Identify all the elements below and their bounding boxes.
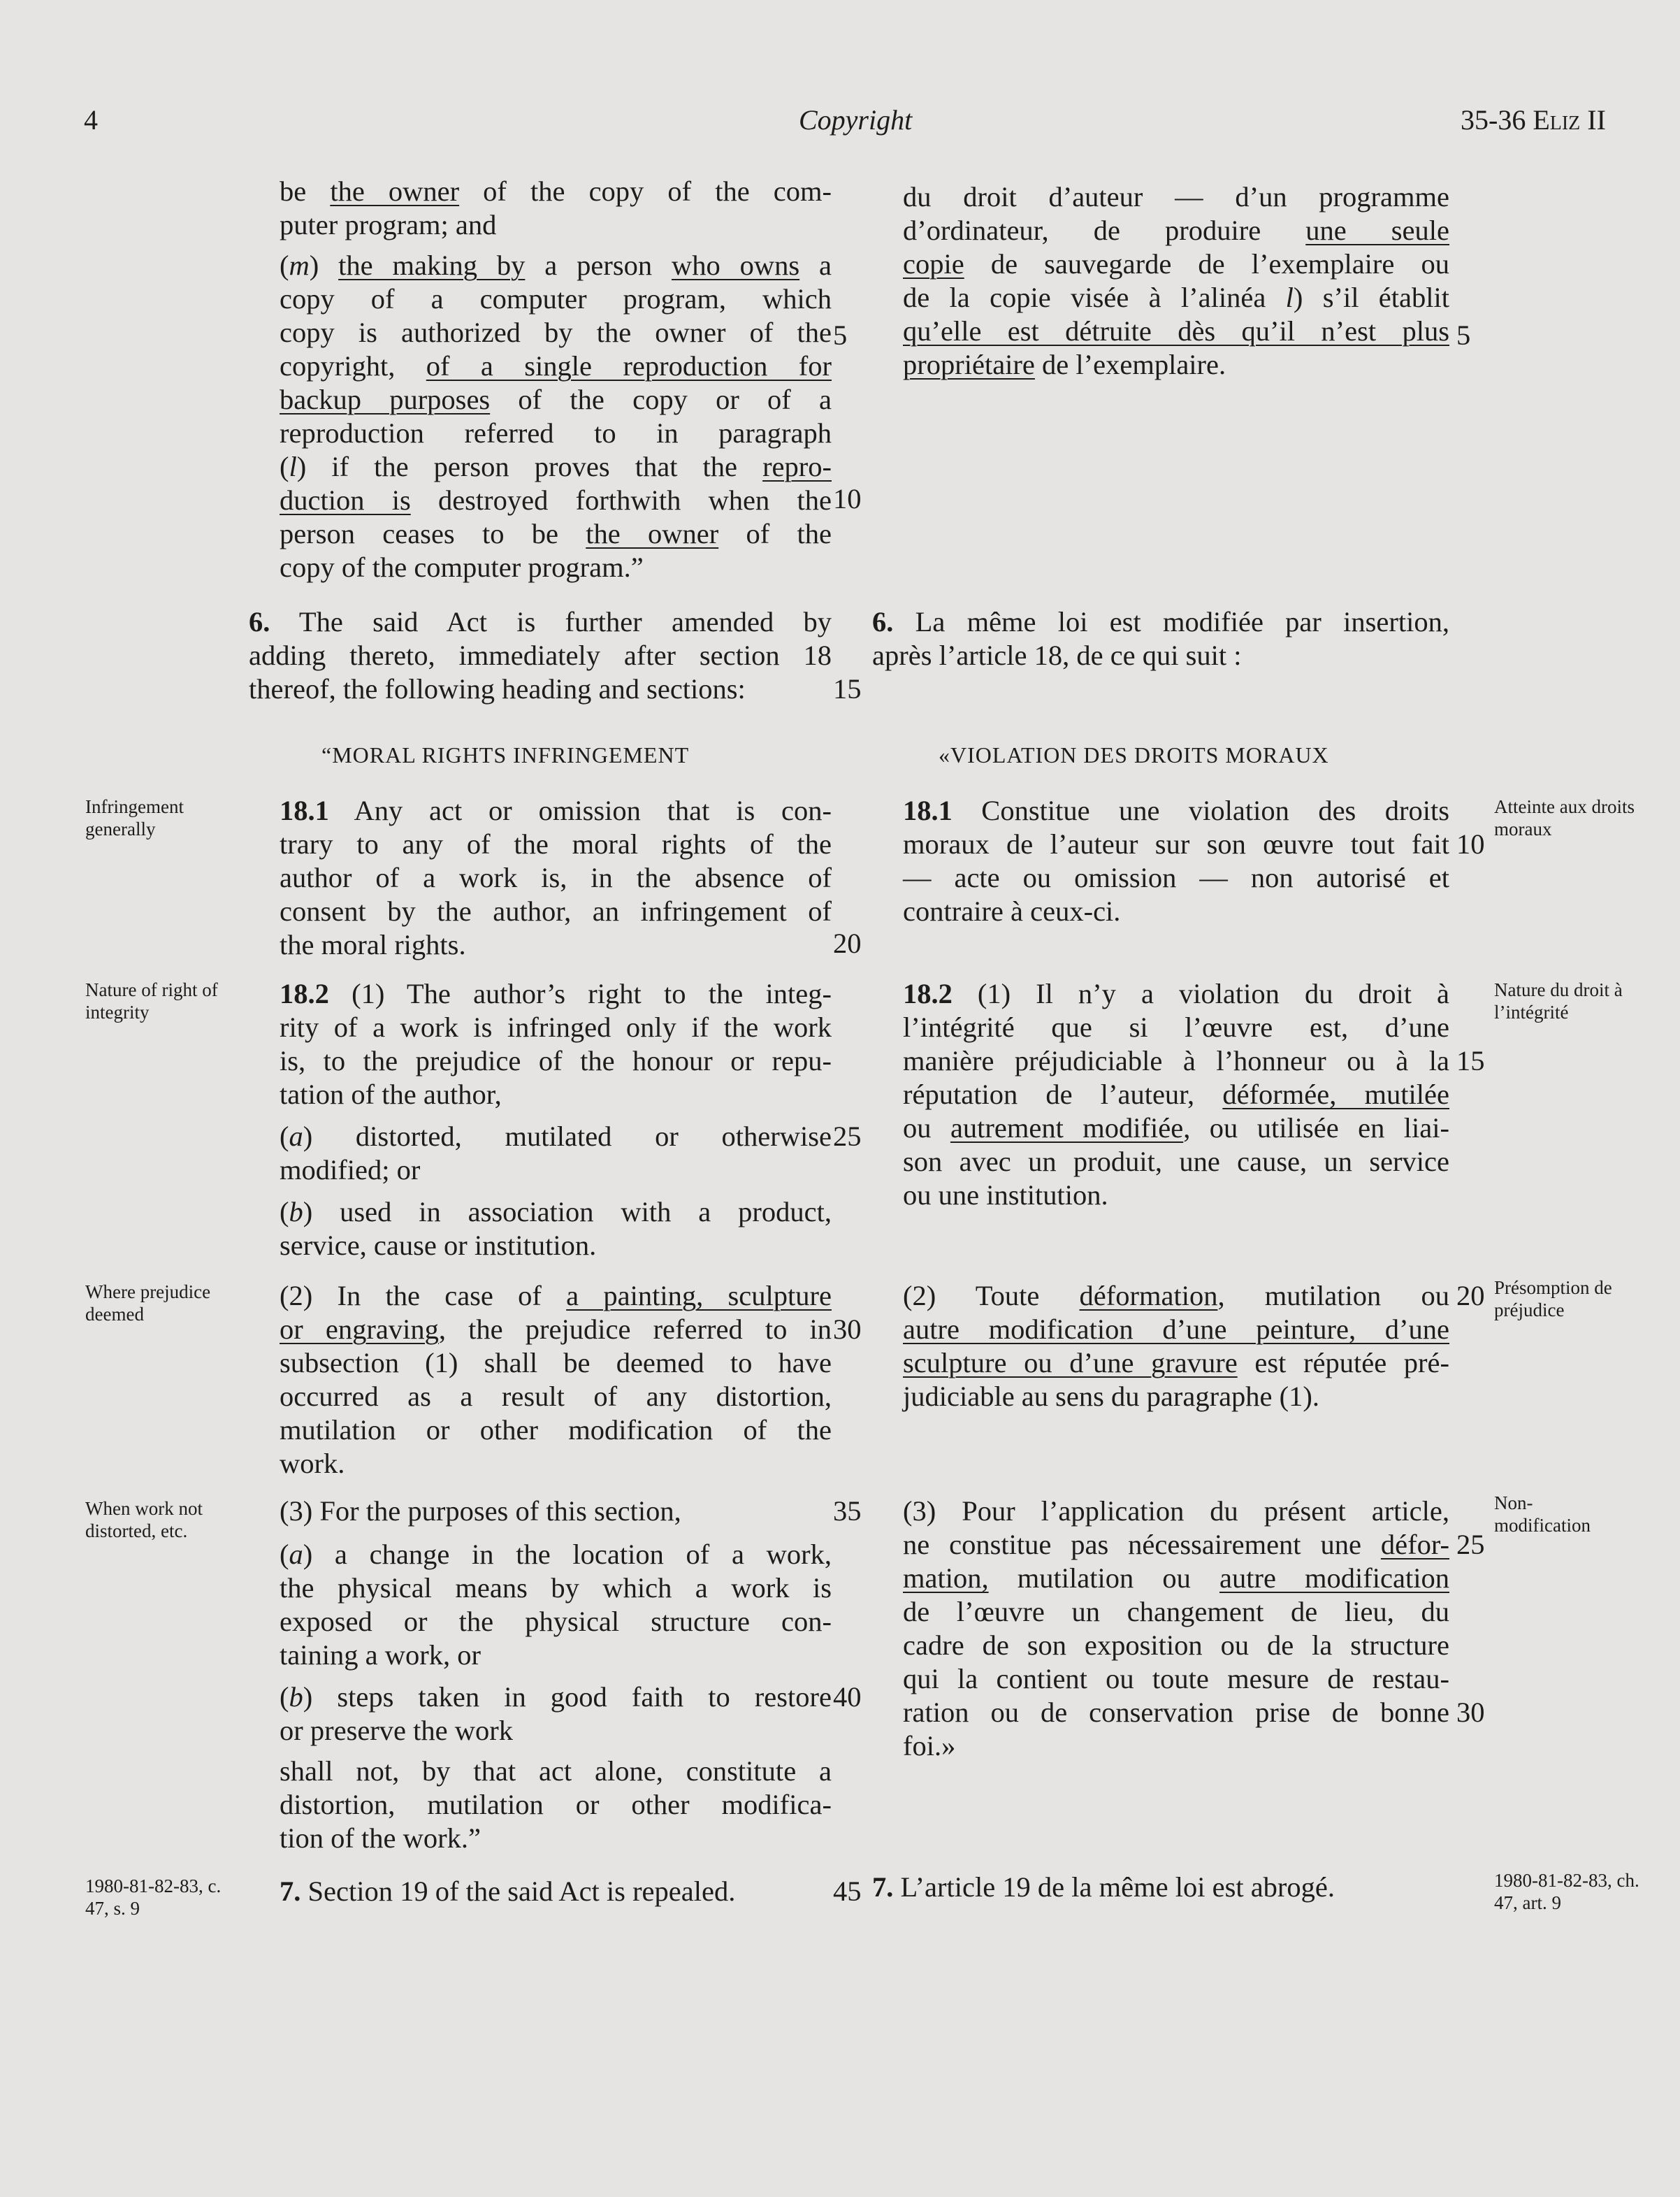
margin-note-en-integrity: Nature of right of integrity (85, 979, 218, 1023)
fr-line-number: 5 (1456, 319, 1471, 351)
en-line-number: 10 (833, 483, 862, 514)
running-title: Copyright (799, 104, 913, 136)
en-section-6: 6. The said Act is further amended by adding thereto, immediately after section 18 thereof, the following heading and sections: (249, 606, 832, 705)
en-section-18-2-1a: (a) distorted, mutilated or otherwise modified; or (280, 1121, 832, 1186)
en-line-number: 5 (833, 319, 848, 351)
fr-section-7: 7. L’article 19 de la même loi est abrogé. (872, 1871, 1335, 1903)
margin-note-en-citation: 1980-81-82-83, c. 47, s. 9 (85, 1875, 222, 1919)
en-section-18-2-1b: (b) used in association with a product, service, cause or institution. (280, 1196, 832, 1261)
margin-note-fr-integrity: Nature du droit à l’intégrité (1494, 979, 1623, 1023)
margin-note-fr-citation: 1980-81-82-83, ch. 47, art. 9 (1494, 1870, 1639, 1913)
en-line-number: 30 (833, 1313, 862, 1345)
page-number: 4 (84, 104, 98, 136)
fr-section-18-2-3: (3) Pour l’application du présent article, ne constitue pas nécessairement une défor- mation, mutilation ou autre modification de l’œuvre un changement de lieu, du cadre de son exposition ou de la structure qui la contient ou toute mesure de restau- ration ou de conservation prise de bonne foi.» (903, 1495, 1449, 1762)
en-line-number: 20 (833, 928, 862, 959)
en-line-number: 45 (833, 1875, 862, 1907)
en-line-number: 25 (833, 1121, 862, 1152)
en-section-18-2-2: (2) In the case of a painting, sculpture or engraving, the prejudice referred to in subsection (1) shall be deemed to have occurred as a result of any distortion, mutilation or other modification of the work. (280, 1280, 832, 1479)
fr-section-18-2-1: 18.2 (1) Il n’y a violation du droit à l’intégrité que si l’œuvre est, d’une manière préjudiciable à l’honneur ou à la réputation de l’auteur, déformée, mutilée ou autrement modifiée, ou utilisée en liai- son avec un produit, une cause, un service ou une institution. (903, 978, 1449, 1211)
fr-heading: «VIOLATION DES DROITS MORAUX (939, 742, 1329, 768)
fr-line-number: 20 (1456, 1280, 1485, 1311)
fr-line-number: 10 (1456, 828, 1485, 860)
fr-line-number: 25 (1456, 1529, 1485, 1560)
en-line-number: 15 (833, 673, 862, 705)
en-line-number: 40 (833, 1681, 862, 1713)
fr-section-18-1: 18.1 Constitue une violation des droits moraux de l’auteur sur son œuvre tout fait — acte ou omission — non autorisé et contraire à ceux-ci. (903, 795, 1449, 927)
en-heading: “MORAL RIGHTS INFRINGEMENT (321, 742, 690, 768)
en-line-number: 35 (833, 1495, 862, 1527)
en-section-18-1: 18.1 Any act or omission that is con- trary to any of the moral rights of the author of a work is, in the absence of consent by the author, an infringement of the moral rights. (280, 795, 832, 960)
fr-section-18-2-2: (2) Toute déformation, mutilation ou autre modification d’une peinture, d’une sculpture ou d’une gravure est réputée pré- judiciable au sens du paragraphe (1). (903, 1280, 1450, 1412)
en-section-18-2-3c: shall not, by that act alone, constitute a distortion, mutilation or other modifica- tion of the work.” (280, 1755, 832, 1854)
fr-line-number: 15 (1456, 1045, 1485, 1076)
margin-note-en-not-distorted: When work not distorted, etc. (85, 1498, 203, 1541)
fr-intro: du droit d’auteur — d’un programme d’ordinateur, de produire une seule copie de sauvegarde de l’exemplaire ou de la copie visée à l’alinéa l) s’il établit qu’elle est détruite dès qu’il n’est plus propriétaire de l’exemplaire. (903, 181, 1449, 380)
margin-note-fr-prejudice: Présomption de préjudice (1494, 1277, 1612, 1320)
en-section-18-2-3b: (b) steps taken in good faith to restore or preserve the work (280, 1681, 832, 1746)
en-section-18-2-3a: (a) a change in the location of a work, the physical means by which a work is exposed or the physical structure con- taining a work, or (280, 1539, 832, 1671)
regnal-year: 35-36 Eliz II (1461, 104, 1606, 136)
en-intro: be the owner of the copy of the com- puter program; and (280, 175, 832, 240)
en-section-18-2-1: 18.2 (1) The author’s right to the integ- rity of a work is infringed only if the work is, to the prejudice of the honour or repu- tation of the author, (280, 978, 832, 1110)
fr-section-6: 6. La même loi est modifiée par insertion, après l’article 18, de ce qui suit : (872, 606, 1449, 671)
margin-note-fr-infringement: Atteinte aux droits moraux (1494, 796, 1635, 840)
en-section-18-2-3: (3) For the purposes of this section, (280, 1495, 681, 1527)
fr-line-number: 30 (1456, 1697, 1485, 1728)
en-para-m: (m) the making by a person who owns a copy of a computer program, which copy is authorized by the owner of the copyright, of a single reproduction for backup purposes of the copy or of a reproduction referred to in paragraph (l) if the person proves that the repro- duction is destroyed forthwith when the person ceases to be the owner of the copy of the computer program.” (280, 250, 832, 583)
margin-note-fr-not-distorted: Non-modification (1494, 1492, 1591, 1536)
margin-note-en-prejudice: Where prejudice deemed (85, 1281, 211, 1325)
en-section-7: 7. Section 19 of the said Act is repealed. (280, 1875, 736, 1907)
margin-note-en-infringement: Infringement generally (85, 796, 184, 840)
